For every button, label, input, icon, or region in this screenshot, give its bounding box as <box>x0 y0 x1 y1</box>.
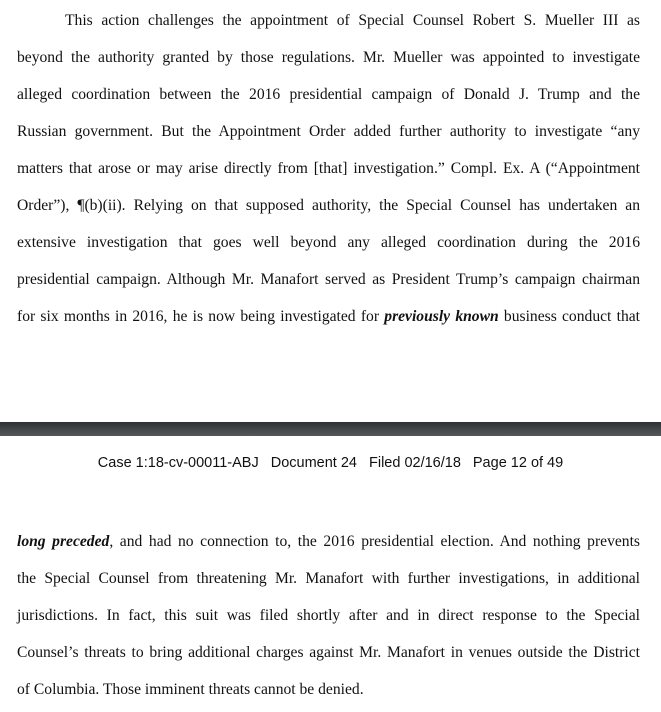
paragraph-line: This action challenges the appointment of Special Counsel Robert S. Mueller III as <box>65 12 640 29</box>
case-header <box>0 455 661 471</box>
line-text: , and had no connection to, the 2016 presidential election. And nothing prevents <box>109 533 640 550</box>
line-text: business conduct that <box>498 308 640 325</box>
paragraph-line: extensive investigation that goes well beyond any alleged coordination during the 2016 <box>17 234 640 251</box>
emphasized-text: long preceded <box>17 533 110 550</box>
paragraph-line: alleged coordination between the 2016 presidential campaign of Donald J. Trump and the <box>17 86 640 103</box>
paragraph-line: beyond the authority granted by those regulations. Mr. Mueller was appointed to investigate <box>17 49 640 66</box>
line-text: for six months in 2016, he is now being investigated for <box>17 308 385 325</box>
paragraph-line: Order”), ¶(b)(ii). Relying on that supposed authority, the Special Counsel has undertaken an <box>17 197 640 214</box>
paragraph-line: jurisdictions. In fact, this suit was filed shortly after and in direct response to the Special <box>17 607 640 624</box>
filed-date: Filed 02/16/18 <box>368 455 461 471</box>
paragraph-line <box>17 532 640 552</box>
paragraph-line: presidential campaign. Although Mr. Manafort served as President Trump’s campaign chairman <box>17 271 640 288</box>
paragraph-line: Counsel’s threats to bring additional charges against Mr. Manafort in venues outside the District <box>17 644 640 661</box>
page-indicator: Page 12 of 49 <box>472 455 564 471</box>
paragraph-line: Russian government. But the Appointment Order added further authority to investigate “any <box>17 123 640 140</box>
paragraph-line: the Special Counsel from threatening Mr. Manafort with further investigations, in additional <box>17 570 640 587</box>
page-separator <box>0 422 661 436</box>
paragraph-line: matters that arose or may arise directly from [that] investigation.” Compl. Ex. A (“Appointment <box>17 160 640 177</box>
paragraph-line <box>17 307 640 327</box>
case-number: Case 1:18-cv-00011-ABJ <box>97 455 259 471</box>
document-number: Document 24 <box>270 455 357 471</box>
paragraph-line: of Columbia. Those imminent threats cannot be denied. <box>17 681 364 698</box>
emphasized-text: previously known <box>384 308 499 325</box>
